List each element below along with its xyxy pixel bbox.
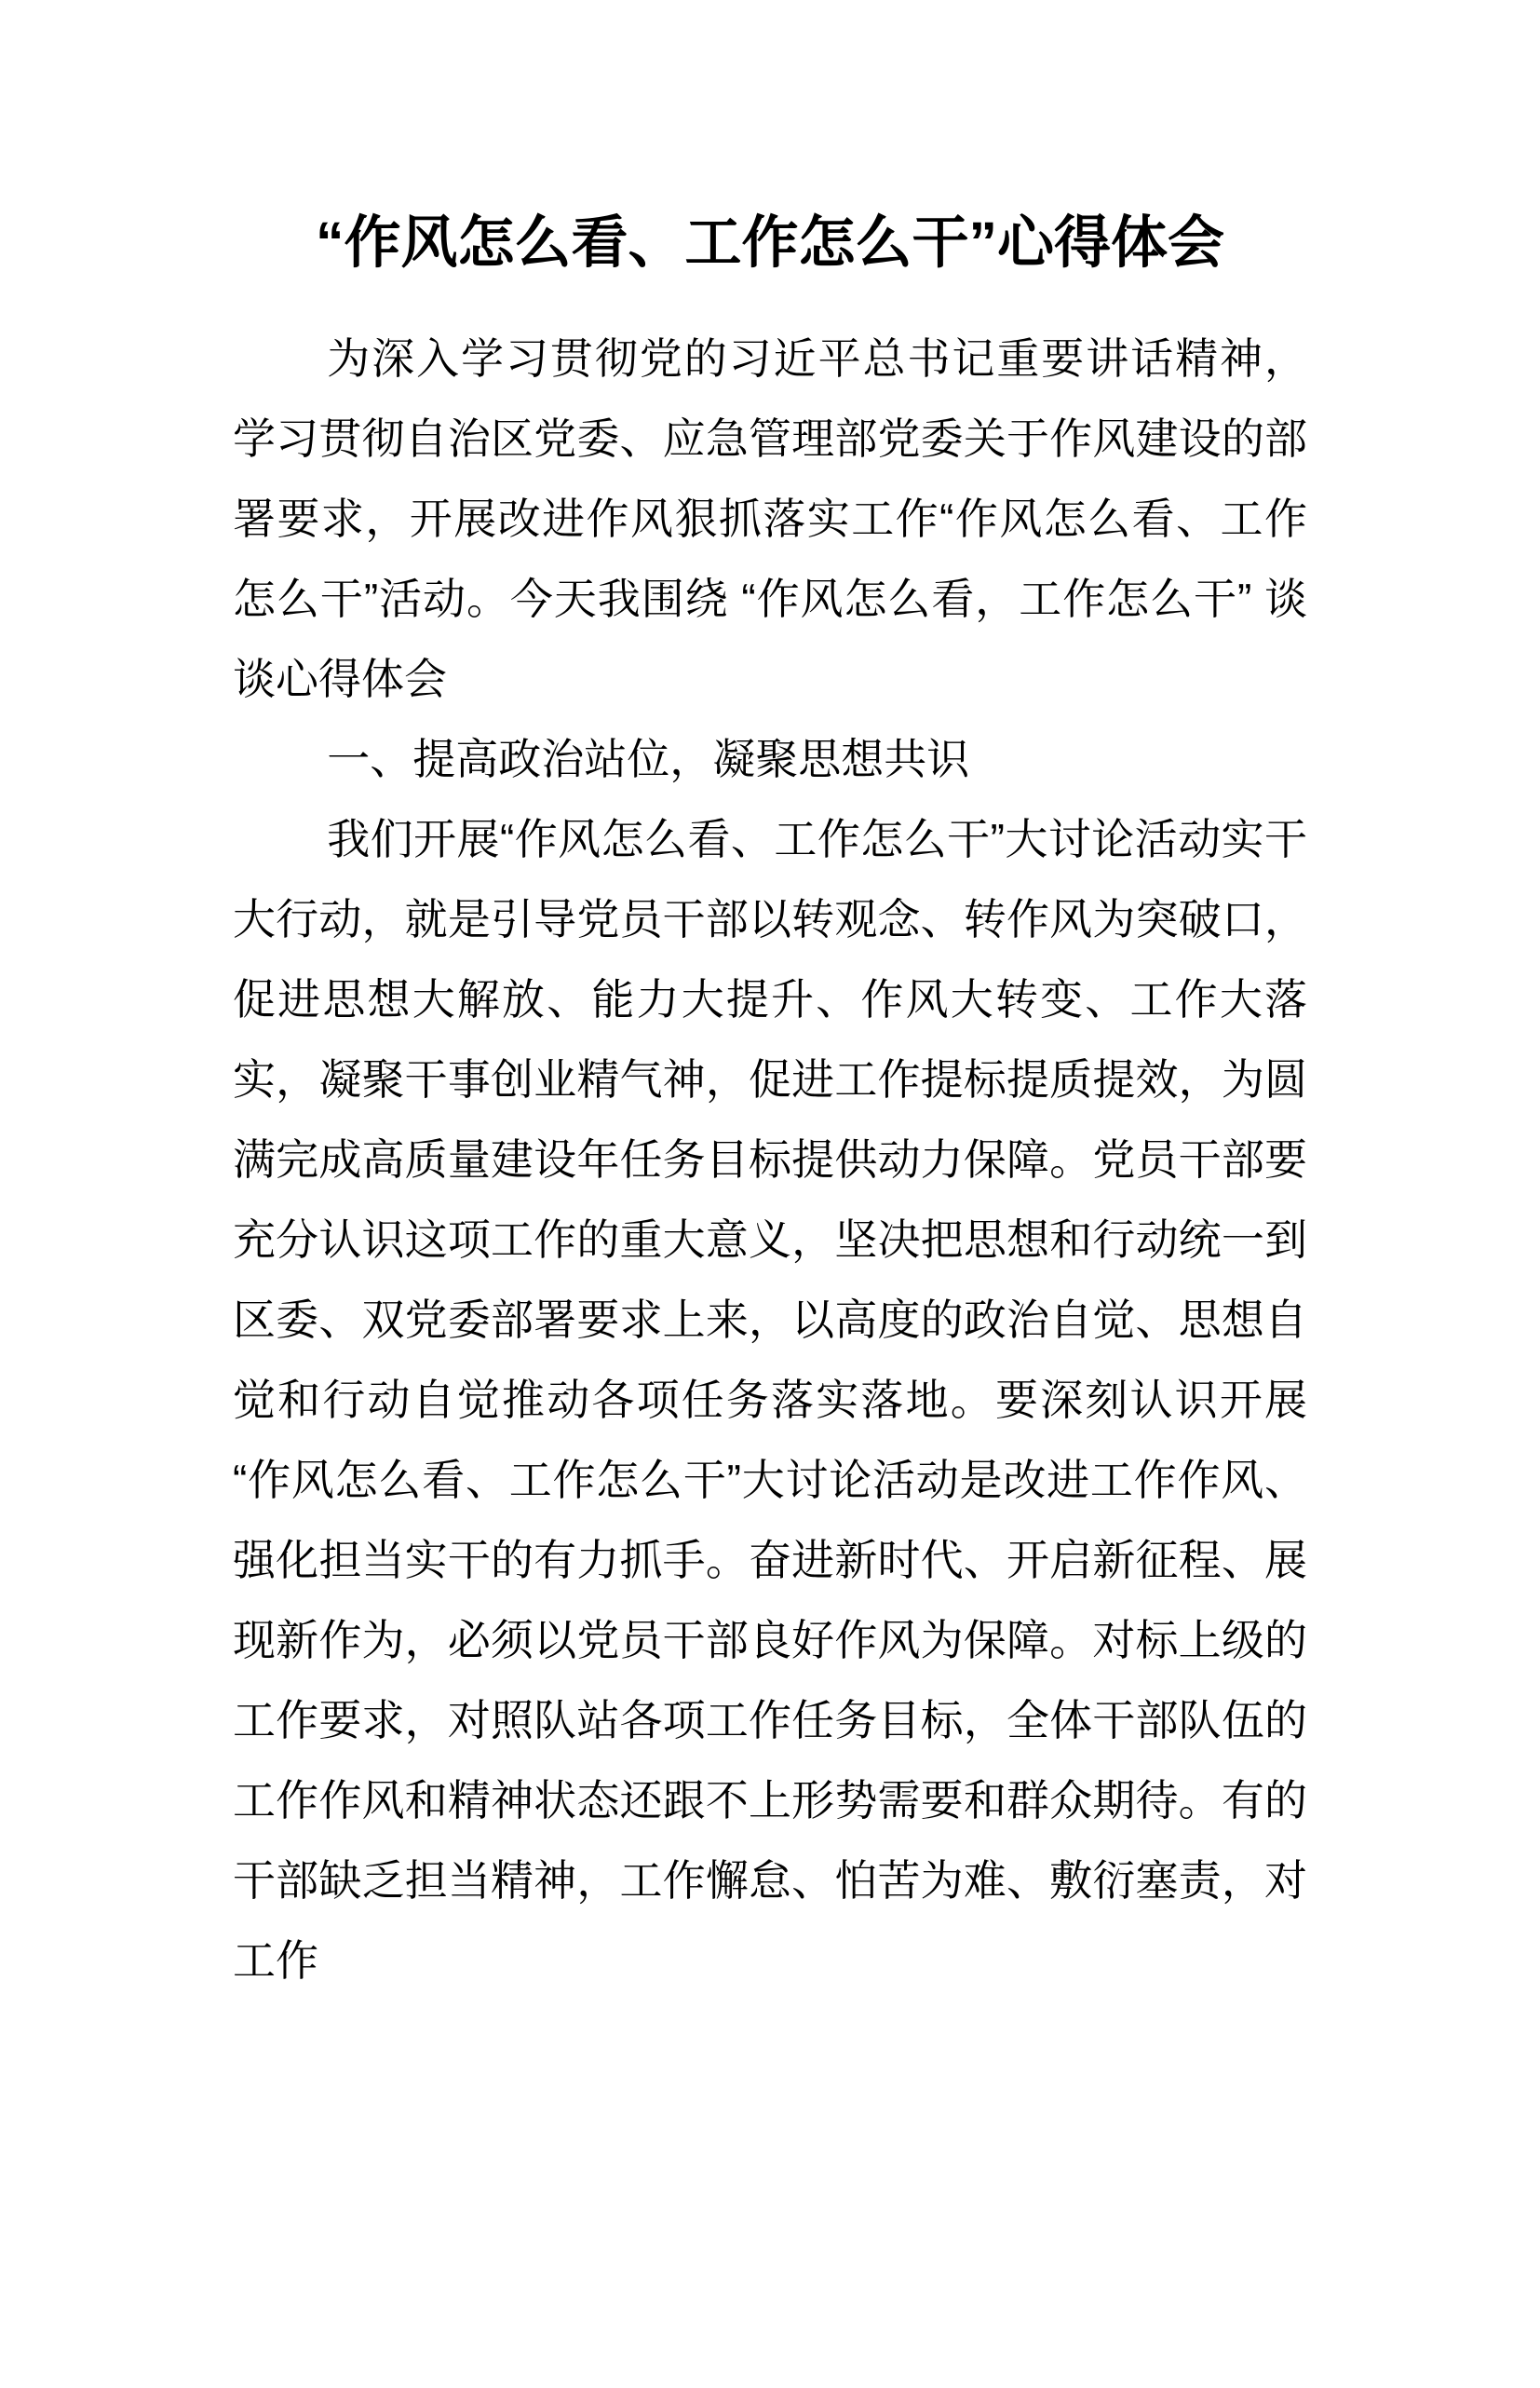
section-heading-1: 一、提高政治站位，凝聚思想共识: [327, 735, 970, 783]
document-body: [233, 319, 1307, 2001]
document-page: [0, 210, 1540, 2388]
document-title: “作风怎么看、工作怎么干”心得体会: [315, 210, 1224, 274]
paragraph-section-1: 我们开展“作风怎么看、工作怎么干”大讨论活动实干大行动，就是引导党员干部以转观念、转作风为突破口，促进思想大解放、能力大提升、作风大转变、工作大落实，凝聚干事创业精气神，促进工作提标提质提效，为圆满完成高质量建设年任务目标提供动力保障。党员干部要充分认识这项工作的重大意义，坚决把思想和行动统一到区委、双党委部署要求上来，以高度的政治自觉、思想自觉和行动自觉推动各项任务落实落地。要深刻认识开展“作风怎么看、工作怎么干”大讨论活动是改进工作作风、强化担当实干的有力抓手。奋进新时代、开启新征程、展现新作为，必须以党员干部良好作风为保障。对标上级的工作要求，对照队站各项工作任务目标，全体干部队伍的工作作风和精神状态还跟不上形势需要和群众期待。有的干部缺乏担当精神，工作懈怠、怕苦为难、敷衍塞责，对工作: [233, 815, 1307, 1985]
paragraph-intro: 为深入学习贯彻党的习近平总书记重要讲话精神，学习贯彻自治区党委、应急管理部党委关于作风建设的部署要求，开展改进作风狠抓落实工作“作风怎么看、工作怎么干”活动。今天我围绕 “作风怎么看，工作怎么干” 谈谈心得体会: [233, 334, 1308, 703]
